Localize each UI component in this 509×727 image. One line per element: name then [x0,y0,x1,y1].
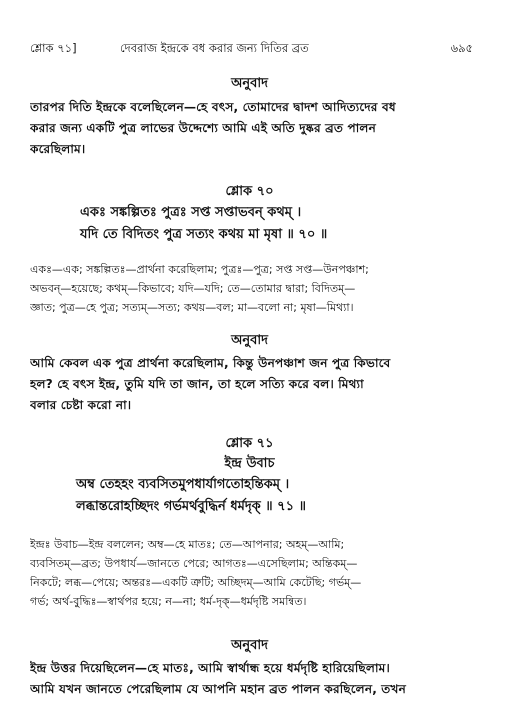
translation-paragraph-70 [30,353,469,416]
synonym-line: ব্যবসিতম্—ব্রত; উপধার্য—জানতে পেরে; আগতঃ—এসেছিলাম; অন্তিকম্— [30,557,358,570]
text-line: তারপর দিতি ইন্দ্রকে বলেছিলেন—হে বৎস, তোমাদের দ্বাদশ আদিত্যদের বধ [30,100,396,114]
text-line: হল? হে বৎস ইন্দ্র, তুমি যদি তা জান, তা হলে সত্যি করে বল। মিথ্যা [30,377,364,391]
verse-line: একঃ সঙ্কল্পিতঃ পুত্রঃ সপ্ত সপ্তাভবন্ কথম্ । [80,205,302,220]
header-page-number: ৬৯৫ [450,41,473,55]
synonym-line: ইন্দ্রঃ উবাচ—ইন্দ্র বললেন; অম্ব—হে মাতঃ; তে—আপনার; অহম্—আমি; [30,538,345,551]
verse-line: অম্ব তেহহং ব্যবসিতমুপধার্যাগতোহন্তিকম্ । [76,477,290,492]
text-line: ইন্দ্র উত্তর দিয়েছিলেন—হে মাতঃ, আমি স্বার্থান্ধ হয়ে ধর্মদৃষ্টি হারিয়েছিলাম। [30,661,390,675]
translation-heading-71: অনুবাদ [231,638,268,653]
text-line: আমি কেবল এক পুত্র প্রার্থনা করেছিলাম, কিন্তু উনপঞ্চাশ জন পুত্র কিভাবে [30,356,391,370]
text-line: করার জন্য একটি পুত্র লাভের উদ্দেশ্যে আমি এই অতি দুষ্কর ব্রত পালন [30,121,376,135]
verse-71-text [76,474,469,518]
verse-71-title: শ্লোক ৭১ [225,436,274,451]
translation-heading-70: অনুবাদ [231,333,268,348]
header-verse-ref: শ্লোক ৭১] [30,41,77,55]
synonym-line: নিকটে; লব্ধ—পেয়ে; অন্তরঃ—একটি ত্রুটি; অচ্ছিদম্—আমি কেটেছি; গর্ভম্— [30,576,362,589]
synonym-line: অভবন্—হয়েছে; কথম্—কিভাবে; যদি—যদি; তে—তোমার দ্বারা; বিদিতম্— [30,282,356,295]
verse-71-speaker: ইন্দ্র উবাচ [224,456,275,471]
page-header [30,40,473,60]
verse-70-synonyms [30,260,469,317]
text-line: বলার চেষ্টা করো না। [30,398,132,412]
verse-70-title: শ্লোক ৭০ [225,184,274,199]
translation-paragraph-1 [30,97,469,160]
synonym-line: গর্ভ; অর্থ-বুদ্ধিঃ—স্বার্থপর হয়ে; ন—না; ধর্ম-দৃক্—ধর্মদৃষ্টি সমন্বিত। [30,595,307,608]
translation-paragraph-71 [30,658,469,700]
text-line: করেছিলাম। [30,142,86,156]
synonym-line: একঃ—এক; সঙ্কল্পিতঃ—প্রার্থনা করেছিলাম; পুত্রঃ—পুত্র; সপ্ত সপ্ত—উনপঞ্চাশ; [30,263,369,276]
header-chapter-title: দেবরাজ ইন্দ্রকে বধ করার জন্য দিতির ব্রত [120,41,309,55]
verse-70-text [80,202,469,246]
verse-71-synonyms [30,535,469,611]
text-line: আমি যখন জানতে পেরেছিলাম যে আপনি মহান ব্রত পালন করছিলেন, তখন [30,682,407,696]
verse-line: লব্ধান্তরোহচ্ছিদং গর্ভমর্থবুদ্ধির্ন ধর্মদৃক্ ॥ ৭১ ॥ [76,499,306,514]
synonym-line: জ্ঞাত; পুত্র—হে পুত্র; সত্যম্—সত্য; কথয়—বল; মা—বলো না; মৃষা—মিথ্যা। [30,301,354,314]
verse-line: যদি তে বিদিতং পুত্র সত্যং কথয় মা মৃষা ॥ ৭০ ॥ [80,227,328,242]
translation-heading-1: অনুবাদ [231,76,268,91]
